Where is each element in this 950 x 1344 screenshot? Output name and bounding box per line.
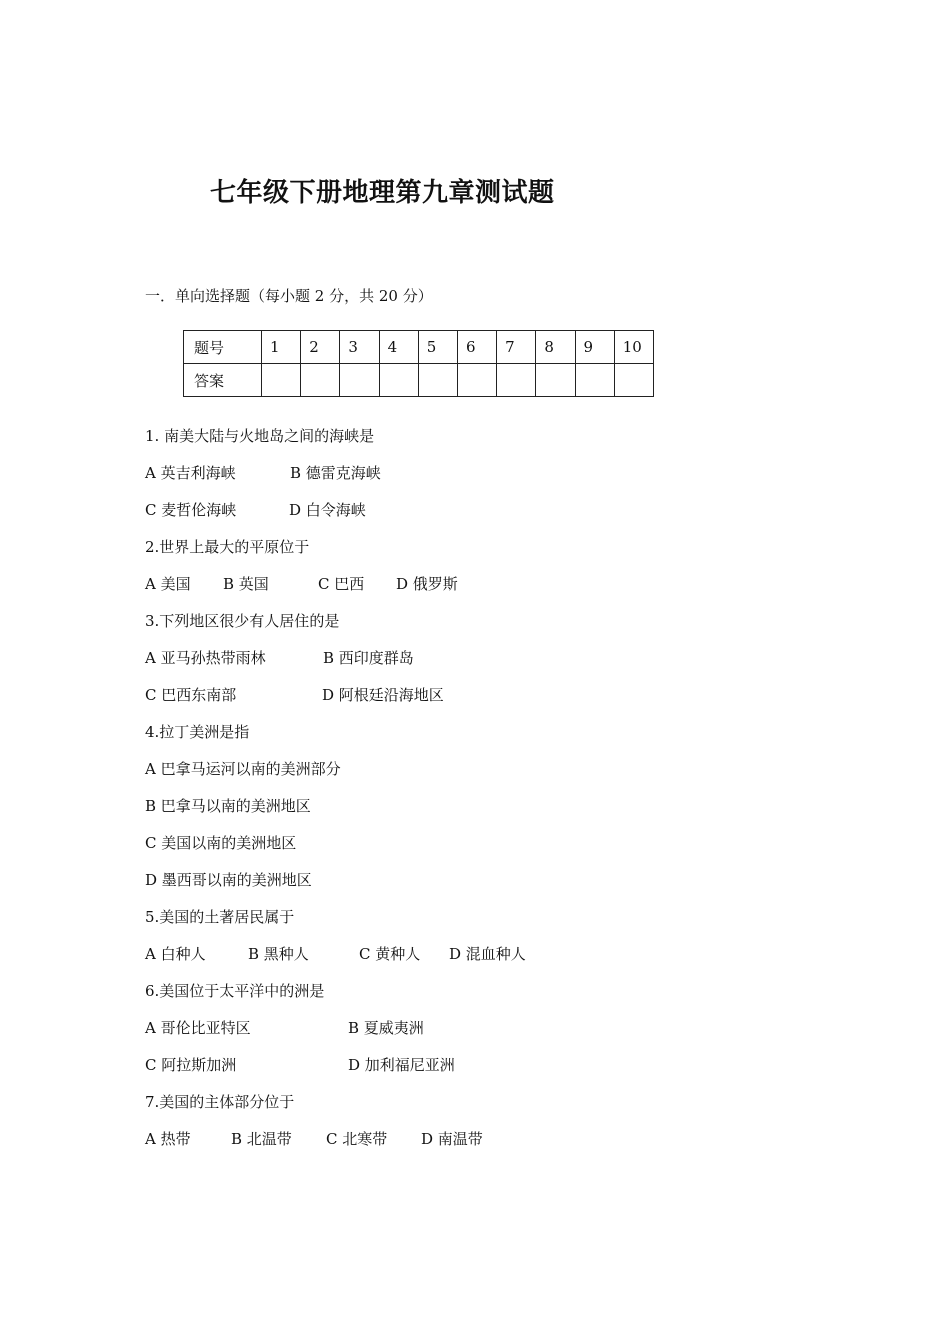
- question-number-cell: 7: [497, 331, 536, 364]
- answer-cell[interactable]: [457, 364, 496, 397]
- row-label-number: 题号: [184, 331, 262, 364]
- question-stem: 3.下列地区很少有人居住的是: [145, 612, 340, 630]
- answer-table: [183, 330, 654, 397]
- option: A 美国: [145, 575, 191, 593]
- answer-cell[interactable]: [418, 364, 457, 397]
- section-heading: 一．单向选择题（每小题 2 分，共 20 分）: [145, 287, 433, 305]
- option-line: [145, 1055, 745, 1075]
- option: C 巴西: [318, 575, 365, 593]
- option-line: [145, 1018, 745, 1038]
- option: A 英吉利海峡: [145, 464, 236, 482]
- option-line: [145, 685, 745, 705]
- option: D 混血种人: [449, 945, 526, 963]
- option: B 夏威夷洲: [348, 1019, 424, 1037]
- option-line: [145, 648, 745, 668]
- option: D 南温带: [421, 1130, 483, 1148]
- answer-cell[interactable]: [497, 364, 536, 397]
- option: D 墨西哥以南的美洲地区: [145, 871, 312, 889]
- option: C 美国以南的美洲地区: [145, 834, 297, 852]
- question-number-cell: 3: [340, 331, 379, 364]
- question-stem: 6.美国位于太平洋中的洲是: [145, 982, 325, 1000]
- question-number-cell: 1: [262, 331, 301, 364]
- answer-cell[interactable]: [614, 364, 653, 397]
- option: B 黑种人: [248, 945, 309, 963]
- option: C 黄种人: [359, 945, 421, 963]
- option: D 阿根廷沿海地区: [322, 686, 444, 704]
- option: B 西印度群岛: [323, 649, 414, 667]
- question-stem: 4.拉丁美洲是指: [145, 723, 250, 741]
- option: C 阿拉斯加洲: [145, 1056, 237, 1074]
- option: D 俄罗斯: [396, 575, 458, 593]
- question-number-cell: 2: [301, 331, 340, 364]
- answer-cell[interactable]: [379, 364, 418, 397]
- option: A 巴拿马运河以南的美洲部分: [145, 760, 341, 778]
- answer-table-answer-row: [184, 364, 654, 397]
- answer-cell[interactable]: [536, 364, 575, 397]
- option: B 巴拿马以南的美洲地区: [145, 797, 311, 815]
- option: C 北寒带: [326, 1130, 388, 1148]
- answer-cell[interactable]: [301, 364, 340, 397]
- question-stem: 2.世界上最大的平原位于: [145, 538, 310, 556]
- question-stem: 7.美国的主体部分位于: [145, 1093, 295, 1111]
- question-stem: 5.美国的土著居民属于: [145, 908, 295, 926]
- answer-table-number-row: [184, 331, 654, 364]
- option-line: [145, 463, 745, 483]
- answer-cell[interactable]: [575, 364, 614, 397]
- question-number-cell: 8: [536, 331, 575, 364]
- question-stem: 1. 南美大陆与火地岛之间的海峡是: [145, 427, 375, 445]
- option: D 加利福尼亚洲: [348, 1056, 455, 1074]
- option: A 哥伦比亚特区: [145, 1019, 251, 1037]
- option: B 英国: [223, 575, 269, 593]
- option-line: [145, 574, 745, 594]
- option-line: [145, 944, 745, 964]
- option: B 北温带: [231, 1130, 292, 1148]
- option-line: [145, 1129, 745, 1149]
- option: C 麦哲伦海峡: [145, 501, 237, 519]
- option: C 巴西东南部: [145, 686, 237, 704]
- question-number-cell: 10: [614, 331, 653, 364]
- option: A 热带: [145, 1130, 191, 1148]
- option: D 白令海峡: [289, 501, 366, 519]
- question-number-cell: 9: [575, 331, 614, 364]
- option-line: [145, 500, 745, 520]
- answer-cell[interactable]: [340, 364, 379, 397]
- answer-cell[interactable]: [262, 364, 301, 397]
- option: A 亚马孙热带雨林: [145, 649, 266, 667]
- option: B 德雷克海峡: [290, 464, 381, 482]
- question-number-cell: 5: [418, 331, 457, 364]
- question-number-cell: 4: [379, 331, 418, 364]
- question-number-cell: 6: [457, 331, 496, 364]
- option: A 白种人: [145, 945, 206, 963]
- row-label-answer: 答案: [184, 364, 262, 397]
- page-title: 七年级下册地理第九章测试题: [210, 178, 555, 208]
